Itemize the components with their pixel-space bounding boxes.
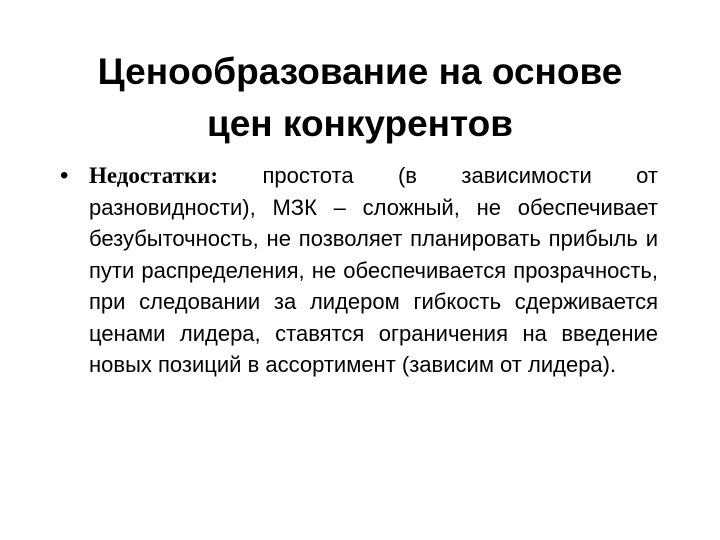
slide-title-line-2: цен конкурентов	[206, 103, 514, 144]
slide-title-line-1: Ценообразование на основе	[97, 51, 623, 92]
bullet-lead: Недостатки:	[89, 163, 219, 188]
bullet-body: простота (в зависимости от разновидности), МЗК – сложный, не обеспечивает безубыточность, не позволяет планировать прибыль и пути распределения, не обеспечивается прозрачность, при следовании за лидером гибкость сдерживается ценами лидера, ставятся ограничения на введение новых позиций в ассортимент (зависим от лидера).	[89, 163, 658, 377]
bullet-item	[60, 160, 658, 381]
bullet-text	[89, 160, 658, 381]
slide-content	[60, 160, 658, 381]
bullet-icon: •	[60, 162, 69, 189]
slide-title	[40, 46, 680, 150]
